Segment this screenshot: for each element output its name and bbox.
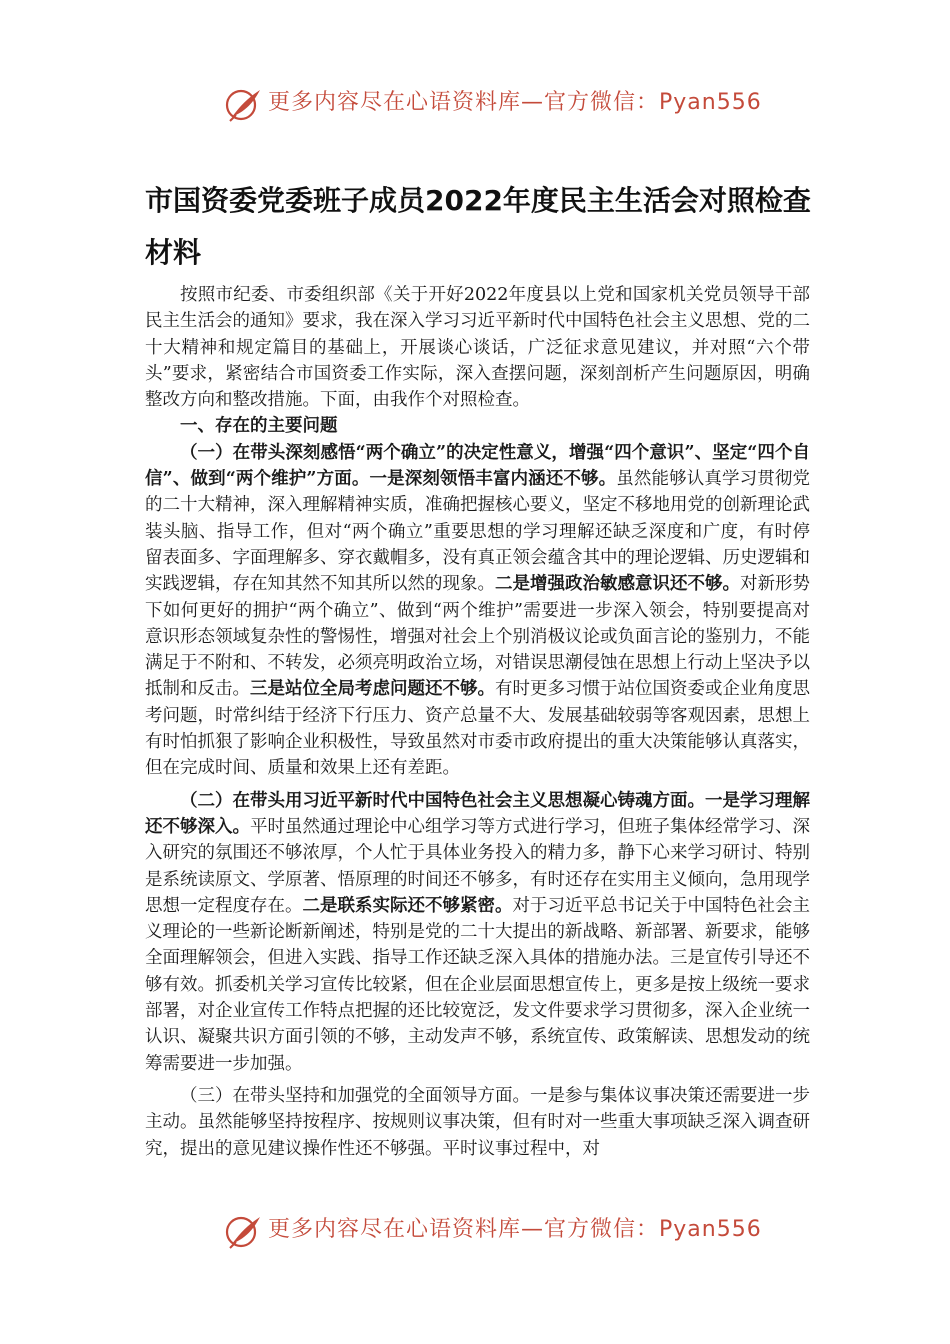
- paragraph-text: 对于习近平总书记关于中国特色社会主义理论的一些新论断新阐述，特别是党的二十大提出的新战略、新部署、新要求，能够全面理解领会，但进入实践、指导工作还缺乏深入具体的措施办法。三是宣传引导还不够有效。抓委机关学习宣传比较紧，但在企业层面思想宣传上，更多是按上级统一要求部署，对企业宣传工作特点把握的还比较宽泛，发文件要求学习贯彻多，深入企业统一认识、凝聚共识方面引领的不够，主动发声不够，系统宣传、政策解读、思想发动的统筹需要进一步加强。: [145, 895, 810, 1074]
- bold-lead: （二）在带头用习近平新时代中国特色社会主义思想凝心铸魂方面。一是学习理解还不够深入。: [145, 790, 810, 837]
- watermark-text: 更多内容尽在心语资料库—官方微信：Pyan556: [268, 90, 762, 115]
- section-heading: 一、存在的主要问题: [180, 416, 338, 437]
- watermark-text: 更多内容尽在心语资料库—官方微信：Pyan556: [268, 1217, 762, 1242]
- footer-watermark-banner: [0, 1210, 950, 1250]
- bold-subpoint: 二是联系实际还不够紧密。: [302, 895, 513, 916]
- feather-pen-logo-icon: [224, 1214, 264, 1250]
- bold-subpoint: 二是增强政治敏感意识还不够。: [495, 574, 740, 595]
- paragraph-text: 平时虽然通过理论中心组学习等方式进行学习，但班子集体经常学习、深入研究的氛围还不够浓厚，个人忙于具体业务投入的精力多，静下心来学习研讨、特别是系统读原文、学原著、悟原理的时间还不够多，有时还存在实用主义倾向，急用现学思想一定程度存在。: [145, 816, 810, 916]
- paragraph-text: 虽然能够认真学习贯彻党的二十大精神，深入理解精神实质，准确把握核心要义，坚定不移地用党的创新理论武装头脑、指导工作，但对“两个确立”重要思想的学习理解还缺乏深度和广度，有时停留表面多、字面理解多、穿衣戴帽多，没有真正领会蕴含其中的理论逻辑、历史逻辑和实践逻辑，存在知其然不知其所以然的现象。: [145, 469, 810, 595]
- problem-paragraph-3: （三）在带头坚持和加强党的全面领导方面。一是参与集体议事决策还需要进一步主动。虽然能够坚持按程序、按规则议事决策，但有时对一些重大事项缺乏深入调查研究，提出的意见建议操作性还不够强。平时议事过程中，对: [145, 1085, 810, 1159]
- document-body: [145, 282, 810, 1162]
- feather-pen-logo-icon: [224, 87, 264, 123]
- paragraph-text: 有时更多习惯于站位国资委或企业角度思考问题，时常纠结于经济下行压力、资产总量不大、发展基础较弱等客观因素，思想上有时怕抓狠了影响企业积极性，导致虽然对市委市政府提出的重大决策能够认真落实，但在完成时间、质量和效果上还有差距。: [145, 679, 810, 779]
- document-title: 市国资委党委班子成员2022年度民主生活会对照检查材料: [145, 184, 811, 269]
- header-watermark-banner: [0, 83, 950, 123]
- problem-paragraph-1: [145, 440, 810, 782]
- problem-paragraph-2: [145, 788, 810, 1077]
- bold-subpoint: 三是站位全局考虑问题还不够。: [250, 679, 495, 700]
- paragraph-text: 对新形势下如何更好的拥护“两个确立”、做到“两个维护”需要进一步深入领会，特别要提高对意识形态领域复杂性的警惕性，增强对社会上个别消极议论或负面言论的鉴别力，不能满足于不附和、不转发，必须亮明政治立场，对错误思潮侵蚀在思想上行动上坚决予以抵制和反击。: [145, 574, 810, 700]
- intro-paragraph: 按照市纪委、市委组织部《关于开好2022年度县以上党和国家机关党员领导干部民主生活会的通知》要求，我在深入学习习近平新时代中国特色社会主义思想、党的二十大精神和规定篇目的基础上，开展谈心谈话，广泛征求意见建议，并对照“六个带头”要求，紧密结合市国资委工作实际，深入查摆问题，深刻剖析产生问题原因，明确整改方向和整改措施。下面，由我作个对照检查。: [145, 285, 810, 411]
- bold-lead: （一）在带头深刻感悟“两个确立”的决定性意义，增强“四个意识”、坚定“四个自信”、做到“两个维护”方面。一是深刻领悟丰富内涵还不够。: [145, 442, 810, 490]
